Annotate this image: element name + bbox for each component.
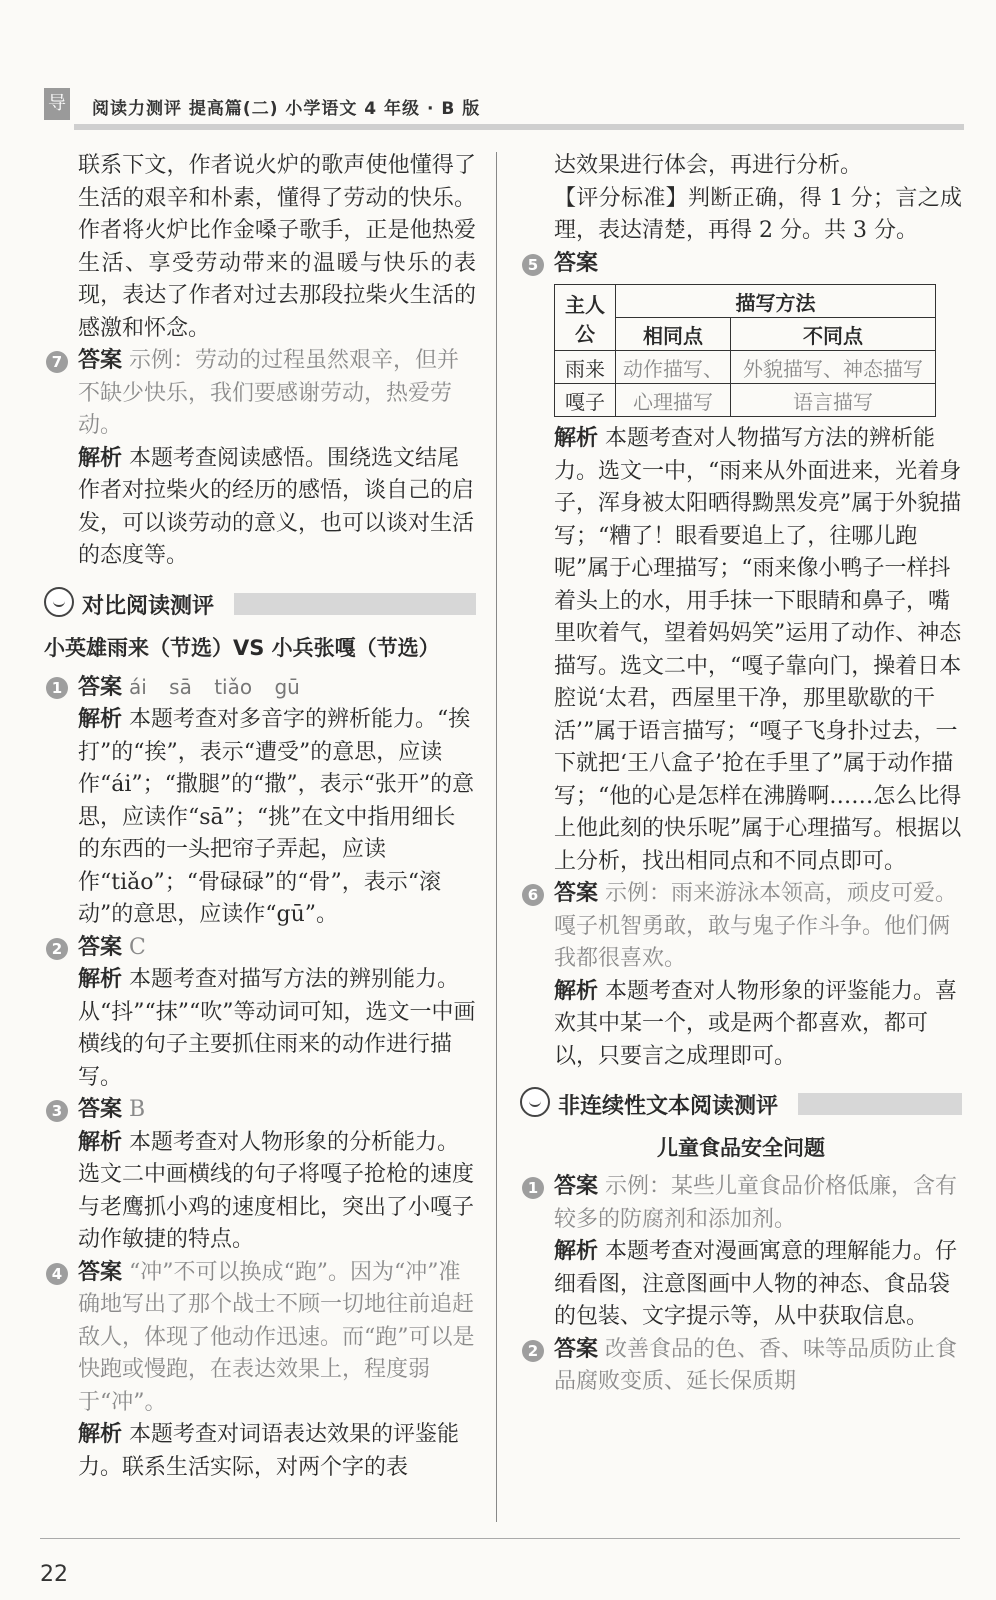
analysis-label: 解析 (78, 707, 123, 732)
analysis-text: 本题考查对词语表达效果的评鉴能力。联系生活实际，对两个字的表 (78, 1422, 460, 1480)
analysis-label: 解析 (554, 426, 599, 451)
answer-label: 答案 (78, 348, 123, 373)
analysis-4 (44, 1419, 476, 1484)
answer-text: “冲”不可以换成“跑”。因为“冲”准确地写出了那个战士不顾一切地往前追赶敌人，体现了他动作迅速。而“跑”可以是快跑或慢跑，在表达效果上，程度弱于“冲”。 (78, 1259, 475, 1415)
section-title: 对比阅读测评 (82, 593, 215, 619)
section-bar (234, 593, 476, 615)
table-cell-same: 心理描写 (616, 384, 731, 417)
answer-label: 答案 (554, 1336, 599, 1362)
answer-text: 改善食品的色、香、味等品质防止食品腐败变质、延长保质期 (554, 1336, 958, 1394)
section-heading (520, 1083, 962, 1127)
analysis-7 (44, 443, 476, 573)
analysis-text: 本题考查对描写方法的辨别能力。从“抖”“抹”“吹”等动词可知，选文一中画横线的句子主要抓住雨来的动作进行描写。 (78, 967, 476, 1090)
section-bar (798, 1093, 962, 1115)
answer-text: 示例：某些儿童食品价格低廉，含有较多的防腐剂和添加剂。 (554, 1174, 958, 1232)
question-number: 6 (522, 884, 544, 906)
answer-label: 答案 (78, 934, 123, 960)
reader-face-icon (520, 1087, 550, 1117)
analysis-label: 解析 (78, 445, 123, 471)
answer-text: ái sā tiǎo gū (129, 674, 300, 699)
answer-label: 答案 (78, 1259, 123, 1285)
question-number: 5 (522, 254, 544, 276)
answer-label: 答案 (78, 1097, 123, 1122)
analysis-2 (44, 964, 476, 1094)
intro-paragraph: 联系下文，作者说火炉的歌声使他懂得了生活的艰辛和朴素，懂得了劳动的快乐。作者将火炉比作金嗓子歌手，正是他热爱生活、享受劳动带来的温暖与快乐的表现，表达了作者对过去那段拉柴火生活的感激和怀念。 (78, 153, 476, 341)
continued-paragraph: 达效果进行体会，再进行分析。 (554, 153, 863, 178)
answer-text: C (129, 934, 146, 960)
right-column (520, 150, 962, 1399)
analysis-text: 本题考查阅读感悟。围绕选文结尾作者对拉柴火的经历的感悟，谈自己的启发，可以谈劳动的意义，也可以谈对生活的态度等。 (78, 445, 475, 568)
question-r2 (520, 1334, 962, 1399)
question-number: 2 (46, 938, 68, 960)
question-5 (520, 248, 962, 281)
section-heading (44, 583, 476, 627)
table-header-diff: 不同点 (731, 318, 936, 351)
analysis-3 (44, 1127, 476, 1257)
question-3 (44, 1094, 476, 1127)
answer-label: 答案 (78, 674, 123, 700)
footer-rule (40, 1538, 960, 1539)
answer-label: 答案 (554, 250, 599, 276)
analysis-text: 本题考查对人物描写方法的辨析能力。选文一中，“雨来从外面进来，光着身子，浑身被太阳晒得黝黑发亮”属于外貌描写；“糟了！眼看要追上了，往哪儿跑呢”属于心理描写；“雨来像小鸭子一样抖着头上的水，用手抹一下眼睛和鼻子，嘴里吹着气，望着妈妈笑”运用了动作、神态描写。选文二中，“嘎子靠向门，操着日本腔说‘太君，西屋里干净，那里歇歇的干活’”属于语言描写；“嘎子飞身扑过去，一下就把‘王八盒子’抢在手里了”属于动作描写；“他的心是怎样在沸腾啊……怎么比得上他此刻的快乐呢”属于心理描写。根据以上分析，找出相同点和不同点即可。 (554, 426, 962, 874)
description-method-table (554, 284, 936, 417)
question-number: 1 (522, 1177, 544, 1199)
article-title: 小英雄雨来（节选）VS 小兵张嘎（节选） (44, 635, 440, 660)
header-title: 阅读力测评 提高篇(二) 小学语文 4 年级 · B 版 (92, 99, 481, 119)
question-number: 4 (46, 1263, 68, 1285)
book-logo-icon: 导 (44, 88, 70, 120)
section-title: 非连续性文本阅读测评 (558, 1094, 779, 1119)
table-cell-name: 嘎子 (555, 384, 616, 417)
answer-text: 示例：劳动的过程虽然艰辛，但并不缺少快乐，我们要感谢劳动，热爱劳动。 (78, 348, 460, 438)
table-row (555, 351, 936, 384)
answer-label: 答案 (554, 881, 599, 906)
question-number: 7 (46, 351, 68, 373)
page-header (44, 88, 964, 128)
table-row (555, 384, 936, 417)
analysis-1 (44, 704, 476, 932)
reader-face-icon (44, 587, 74, 617)
question-1 (44, 671, 476, 705)
answer-label: 答案 (554, 1174, 599, 1199)
header-rule (74, 124, 964, 130)
article-title: 儿童食品安全问题 (657, 1136, 825, 1160)
left-column (44, 150, 476, 1484)
analysis-label: 解析 (554, 1239, 599, 1264)
analysis-label: 解析 (78, 1422, 123, 1447)
table-cell-same: 动作描写、 (616, 351, 731, 384)
question-number: 2 (522, 1340, 544, 1362)
analysis-text: 本题考查对多音字的辨析能力。“挨打”的“挨”，表示“遭受”的意思，应读作“ái”；“撒腿”的“撒”，表示“张开”的意思，应读作“sā”；“挑”在文中指用细长的东西的一头把帘子弄起，应读作“tiǎo”；“骨碌碌”的“骨”，表示“滚动”的意思，应读作“gū”。 (78, 707, 475, 927)
analysis-label: 解析 (78, 967, 123, 992)
table-cell-diff: 外貌描写、神态描写 (731, 351, 936, 384)
column-divider (496, 152, 497, 1522)
analysis-label: 解析 (554, 978, 599, 1004)
table-cell-name: 雨来 (555, 351, 616, 384)
analysis-text: 本题考查对漫画寓意的理解能力。仔细看图，注意图画中人物的神态、食品袋的包装、文字提示等，从中获取信息。 (554, 1239, 958, 1329)
question-number: 1 (46, 677, 68, 699)
question-6 (520, 878, 962, 976)
question-2 (44, 932, 476, 965)
question-r1 (520, 1171, 962, 1236)
analysis-text: 本题考查对人物形象的分析能力。选文二中画横线的句子将嘎子抢枪的速度与老鹰抓小鸡的速度相比，突出了小嘎子动作敏捷的特点。 (78, 1129, 475, 1252)
table-header-protagonist: 主人公 (555, 285, 616, 351)
table-cell-diff: 语言描写 (731, 384, 936, 417)
analysis-6 (520, 976, 962, 1074)
question-4 (44, 1257, 476, 1420)
answer-text: 示例：雨来游泳本领高，顽皮可爱。嘎子机智勇敢，敢与鬼子作斗争。他们俩我都很喜欢。 (554, 881, 958, 971)
table-header-same: 相同点 (616, 318, 731, 351)
table-header-method: 描写方法 (616, 285, 936, 318)
page-number: 22 (40, 1562, 68, 1587)
analysis-5 (520, 423, 962, 878)
analysis-text: 本题考查对人物形象的评鉴能力。喜欢其中某一个，或是两个都喜欢，都可以，只要言之成理即可。 (554, 978, 958, 1069)
analysis-label: 解析 (78, 1129, 123, 1155)
scoring-criteria: 【评分标准】判断正确，得 1 分；言之成理，表达清楚，再得 2 分。共 3 分。 (554, 185, 962, 243)
analysis-r1 (520, 1236, 962, 1334)
question-7 (44, 345, 476, 443)
answer-text: B (129, 1097, 146, 1122)
question-number: 3 (46, 1100, 68, 1122)
